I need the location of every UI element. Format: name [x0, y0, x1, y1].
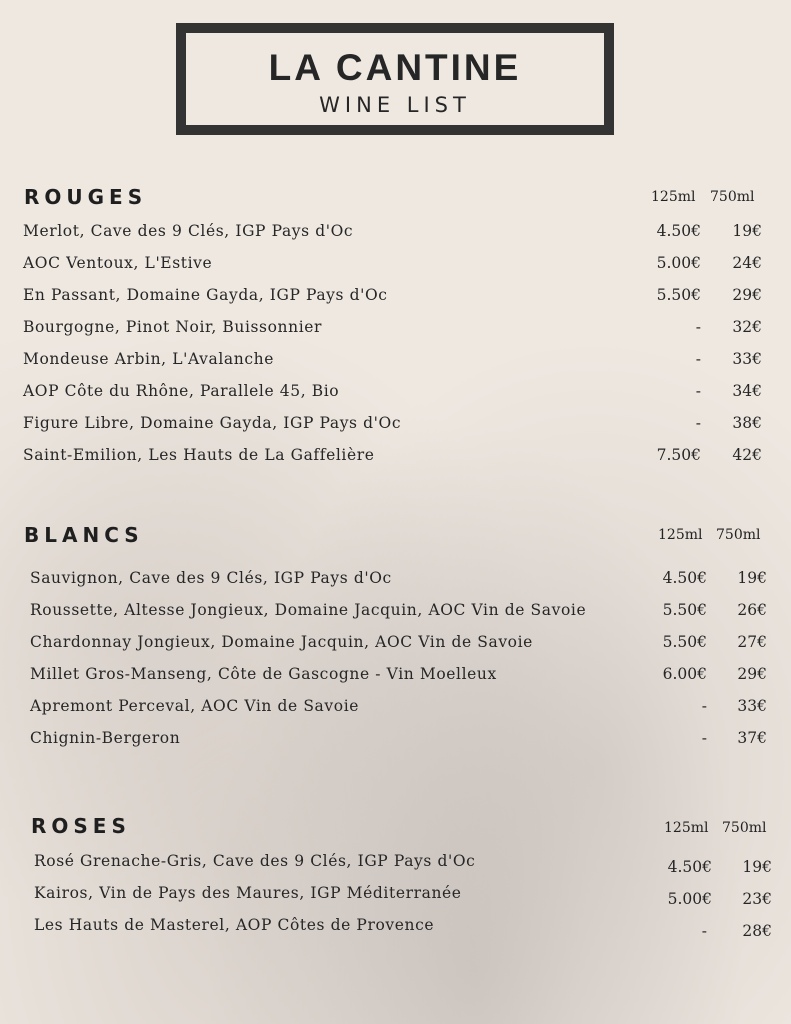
price-125ml: - [695, 350, 701, 368]
wine-row [0, 446, 791, 470]
price-750ml: 27€ [737, 633, 767, 651]
price-750ml: 28€ [742, 922, 772, 940]
price-125ml: 4.50€ [667, 858, 712, 876]
wine-row [0, 884, 791, 908]
wine-row [0, 916, 791, 940]
wine-row [0, 697, 791, 721]
wine-row [0, 601, 791, 625]
price-750ml: 33€ [732, 350, 762, 368]
wine-name: AOC Ventoux, L'Estive [23, 254, 213, 272]
section-title: ROUGES [24, 185, 148, 209]
price-750ml: 38€ [732, 414, 762, 432]
price-125ml: 5.00€ [656, 254, 701, 272]
wine-name: Millet Gros-Manseng, Côte de Gascogne - Vin Moelleux [30, 665, 497, 683]
price-125ml: - [695, 318, 701, 336]
wine-name: AOP Côte du Rhône, Parallele 45, Bio [23, 382, 340, 400]
menu-title: LA CANTINE [268, 47, 522, 88]
price-750ml: 19€ [742, 858, 772, 876]
section-title: ROSES [31, 814, 131, 838]
wine-name: Chardonnay Jongieux, Domaine Jacquin, AOC Vin de Savoie [30, 633, 533, 651]
price-750ml: 33€ [737, 697, 767, 715]
price-125ml: - [695, 414, 701, 432]
wine-name: Rosé Grenache-Gris, Cave des 9 Clés, IGP Pays d'Oc [34, 852, 476, 870]
price-125ml: 4.50€ [656, 222, 701, 240]
wine-row [0, 222, 791, 246]
wine-name: En Passant, Domaine Gayda, IGP Pays d'Oc [23, 286, 388, 304]
price-750ml: 37€ [737, 729, 767, 747]
wine-row [0, 852, 791, 876]
price-750ml: 42€ [732, 446, 762, 464]
wine-name: Merlot, Cave des 9 Clés, IGP Pays d'Oc [23, 222, 354, 240]
col-header-125ml: 125ml [664, 820, 709, 836]
col-header-125ml: 125ml [651, 189, 696, 205]
wine-name: Bourgogne, Pinot Noir, Buissonnier [23, 318, 323, 336]
price-125ml: - [701, 697, 707, 715]
price-125ml: 7.50€ [656, 446, 701, 464]
wine-row [0, 350, 791, 374]
price-125ml: - [701, 922, 707, 940]
wine-name: Figure Libre, Domaine Gayda, IGP Pays d'Oc [23, 414, 402, 432]
price-125ml: 4.50€ [662, 569, 707, 587]
wine-name: Les Hauts de Masterel, AOP Côtes de Provence [34, 916, 435, 934]
price-750ml: 32€ [732, 318, 762, 336]
wine-row [0, 569, 791, 593]
price-125ml: 6.00€ [662, 665, 707, 683]
wine-row [0, 286, 791, 310]
price-750ml: 24€ [732, 254, 762, 272]
wine-row [0, 414, 791, 438]
title-box [176, 23, 614, 135]
price-125ml: 5.00€ [667, 890, 712, 908]
wine-name: Mondeuse Arbin, L'Avalanche [23, 350, 274, 368]
col-header-750ml: 750ml [722, 820, 767, 836]
wine-row [0, 665, 791, 689]
price-750ml: 29€ [737, 665, 767, 683]
wine-name: Saint-Emilion, Les Hauts de La Gaffelière [23, 446, 375, 464]
wine-name: Kairos, Vin de Pays des Maures, IGP Méditerranée [34, 884, 462, 902]
col-header-750ml: 750ml [716, 527, 761, 543]
price-750ml: 34€ [732, 382, 762, 400]
wine-row [0, 254, 791, 278]
wine-row [0, 318, 791, 342]
wine-name: Chignin-Bergeron [30, 729, 181, 747]
price-125ml: 5.50€ [662, 633, 707, 651]
col-header-750ml: 750ml [710, 189, 755, 205]
price-125ml: 5.50€ [656, 286, 701, 304]
price-750ml: 29€ [732, 286, 762, 304]
price-750ml: 23€ [742, 890, 772, 908]
wine-row [0, 633, 791, 657]
price-125ml: 5.50€ [662, 601, 707, 619]
wine-row [0, 729, 791, 753]
wine-name: Roussette, Altesse Jongieux, Domaine Jacquin, AOC Vin de Savoie [30, 601, 587, 619]
price-750ml: 19€ [737, 569, 767, 587]
col-header-125ml: 125ml [658, 527, 703, 543]
price-750ml: 19€ [732, 222, 762, 240]
wine-name: Apremont Perceval, AOC Vin de Savoie [30, 697, 360, 715]
price-125ml: - [701, 729, 707, 747]
menu-subtitle: WINE LIST [319, 93, 471, 117]
wine-row [0, 382, 791, 406]
price-750ml: 26€ [737, 601, 767, 619]
wine-name: Sauvignon, Cave des 9 Clés, IGP Pays d'Oc [30, 569, 392, 587]
price-125ml: - [695, 382, 701, 400]
section-title: BLANCS [24, 523, 144, 547]
